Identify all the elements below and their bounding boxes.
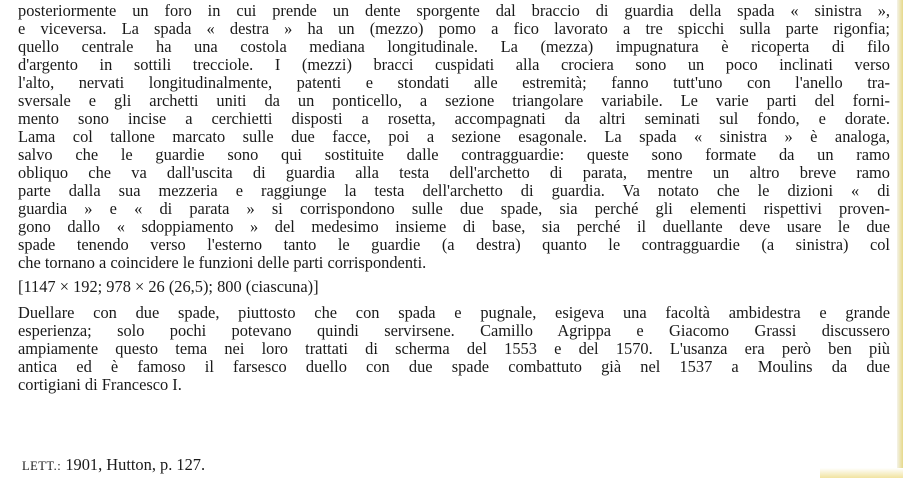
text-line: posteriormente un foro in cui prende un dente sporgente dal braccio di guardia della spada « sinistra », <box>18 1 890 20</box>
text-line: ampiamente questo tema nei loro trattati di scherma del 1553 e del 1570. L'usanza era però ben più <box>18 339 890 358</box>
text-line: d'argento in sottili trecciole. I (mezzi) bracci cuspidati alla crociera sono un poco inclinati verso <box>18 55 890 74</box>
reference-text: 1901, Hutton, p. 127. <box>61 455 206 474</box>
text-line: quello centrale ha una costola mediana longitudinale. La (mezza) impugnatura è ricoperta di filo <box>18 37 890 56</box>
text-line: che tornano a coincidere le funzioni delle parti corrispondenti. <box>18 253 427 272</box>
text-line: parte dalla sua mezzeria e raggiunge la testa dell'archetto di guardia. Va notato che le dizioni « di <box>18 181 890 200</box>
bibliography-reference <box>22 456 205 475</box>
text-line: cortigiani di Francesco I. <box>18 375 182 394</box>
reference-label: LETT.: <box>22 459 62 473</box>
text-line: sversale e gli archetti uniti da un ponticello, a sezione triangolare variabile. Le varie parti del forni- <box>18 91 890 110</box>
text-line: Lama col tallone marcato sulle due facce, poi a sezione esagonale. La spada « sinistra » è analoga, <box>18 127 890 146</box>
text-line: Duellare con due spade, piuttosto che con spada e pugnale, esigeva una facoltà ambidestra e grande <box>18 303 890 322</box>
text-line: salvo che le guardie sono qui sostituite dalle contragguardie: queste sono formate da un ramo <box>18 145 890 164</box>
text-line: spade tenendo verso l'esterno tanto le guardie (a destra) quanto le contragguardie (a sinistra) col <box>18 235 890 254</box>
text-line: mento sono incise a cerchietti disposti a rosetta, accompagnati da altri seminati sul fondo, e dorate. <box>18 109 890 128</box>
text-line: e viceversa. La spada « destra » ha un (mezzo) pomo a fico lavorato a tre spicchi sulla parte rigonfia; <box>18 19 890 38</box>
page-corner-tint <box>820 468 903 478</box>
page-edge-shadow <box>897 0 903 478</box>
text-line: gono dallo « sdoppiamento » del medesimo insieme di base, sia perché il duellante deve usare le due <box>18 217 890 236</box>
text-line: guardia » e « di parata » si corrispondono sulle due spade, sia perché gli elementi rispettivi proven- <box>18 199 890 218</box>
dimensions-line: [1147 × 192; 978 × 26 (26,5); 800 (ciascuna)] <box>18 277 319 296</box>
text-line: l'alto, nervati longitudinalmente, patenti e stondati alle estremità; fanno tutt'uno con l'anello tra- <box>18 73 890 92</box>
text-line: obliquo che va dall'uscita di guardia alla testa dell'archetto di parata, mentre un altro breve ramo <box>18 163 890 182</box>
text-line: esperienza; solo pochi potevano quindi servirsene. Camillo Agrippa e Giacomo Grassi discussero <box>18 321 890 340</box>
text-line: antica ed è famoso il farsesco duello con due spade combattuto già nel 1537 a Moulins da due <box>18 357 890 376</box>
